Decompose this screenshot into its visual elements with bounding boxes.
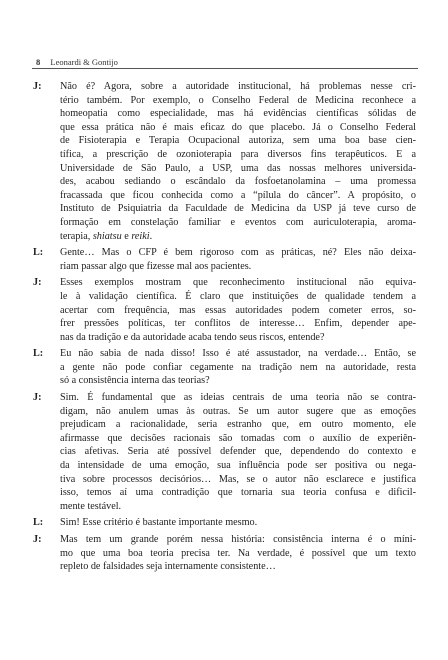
text-line: formação em constelação familiar e eventos com auriculoterapia, aroma-: [60, 216, 416, 228]
speaker-label: L:: [33, 348, 44, 360]
running-header: [36, 57, 418, 67]
text-line: Instituto de Psiquiatria da Faculdade de Medicina da USP já teve curso de: [60, 203, 416, 215]
dialogue-turn: [33, 391, 416, 513]
dialogue-turn: [33, 533, 416, 574]
text-line: des, acabou sediando o escândalo da fosfoetanolamina – uma promessa: [60, 176, 416, 188]
text-line: Mas tem um grande porém nessa história: consistência interna é o míni-: [60, 534, 416, 545]
text-line: Sim. É fundamental que as ideias centrais de uma teoria não se contra-: [60, 392, 416, 404]
dialogue-turn: [33, 347, 416, 388]
text-line: de Fisioterapia e Terapia Ocupacional autoriza, sem uma boa base cien-: [60, 135, 416, 147]
text-line: Sim! Esse critério é bastante importante mesmo.: [60, 517, 258, 529]
text-line: só a consistência interna das teorias?: [60, 375, 210, 387]
text-line: que essa prática não é mais eficaz do que placebo. Já o Conselho Federal: [60, 121, 416, 133]
text-line: riam passar algo que fizesse mal aos pacientes.: [60, 260, 252, 272]
text-line: a gente não pode confiar cegamente na tradição nem na autoridade, resta: [60, 361, 416, 373]
text-line: mente testável.: [60, 500, 122, 512]
speaker-label: J:: [33, 392, 42, 404]
text-line: frer pressões políticas, ter conflitos de interesse… Enfim, depender ape-: [60, 318, 416, 330]
text-line: mo que uma boa teoria precisa ter. Na verdade, é possível que um texto: [60, 547, 416, 559]
dialogue-body: [33, 80, 416, 577]
text-line: homeopatia como especialidade, mas há evidências científicas sólidas de: [60, 108, 416, 120]
dialogue-turn: [33, 80, 416, 243]
text-line: terapia, shiatsu e reiki.: [60, 230, 153, 242]
speaker-label: J:: [33, 81, 42, 92]
dialogue-turn: [33, 516, 416, 530]
text-line: le à validação científica. É claro que instituições de qualidade tendem a: [60, 290, 416, 302]
text-line: da intensidade de uma emoção, sua influência pode ser positiva ou nega-: [60, 460, 416, 472]
text-line: Eu não sabia de nada disso! Isso é até assustador, na verdade… Então, se: [60, 348, 416, 360]
speaker-label: L:: [33, 517, 44, 529]
page-number: 8: [36, 57, 41, 67]
text-line: fracassada que ficou conhecida como a “pílula do câncer”. A propósito, o: [60, 189, 416, 201]
dialogue-turn: [33, 276, 416, 344]
text-line: Não é? Agora, sobre a autoridade institucional, há problemas nesse cri-: [60, 81, 416, 92]
dialogue-turn: [33, 246, 416, 273]
text-line: prejudicam a racionalidade, seria estranho que, em outro momento, ele: [60, 419, 416, 431]
text-line: nas da tradição e da autoridade acaba tendo seus riscos, entende?: [60, 331, 325, 343]
speaker-label: J:: [33, 277, 42, 289]
text-line: Esses exemplos mostram que reconhecimento institucional não equiva-: [60, 277, 416, 289]
text-line: afirmasse que decisões racionais são tomadas com o auxílio de experiên-: [60, 432, 416, 444]
header-rule: [32, 68, 418, 69]
text-line: acertar com frequência, mas essas autoridades podem cometer erros, so-: [60, 304, 416, 316]
speaker-label: J:: [33, 534, 42, 545]
text-line: Universidade de São Paulo, a USP, uma das nossas melhores universida-: [60, 162, 416, 174]
text-line: cias afetivas. Seria até possível defender que, dependendo do contexto e: [60, 446, 416, 458]
speaker-label: L:: [33, 247, 44, 259]
text-line: tífica, a prescrição de ozonioterapia para diversos fins terapêuticos. E a: [60, 148, 416, 160]
text-line: tério também. Por exemplo, o Conselho Federal de Medicina reconhece a: [60, 94, 416, 106]
text-line: Gente… Mas o CFP é bem rigoroso com as práticas, né? Eles não deixa-: [60, 247, 416, 259]
text-line: isso, temos aí uma contradição que tornaria sua teoria confusa e dificil-: [60, 487, 416, 499]
text-line: tiva sobre processos decisórios… Mas, se o autor não esclarece e justifica: [60, 473, 416, 485]
text-line: repleto de falsidades seja internamente consistente…: [60, 561, 276, 573]
text-line: digam, não anulem umas às outras. Se um autor sugere que as emoções: [60, 405, 416, 417]
running-title: Leonardi & Gontijo: [50, 57, 118, 67]
